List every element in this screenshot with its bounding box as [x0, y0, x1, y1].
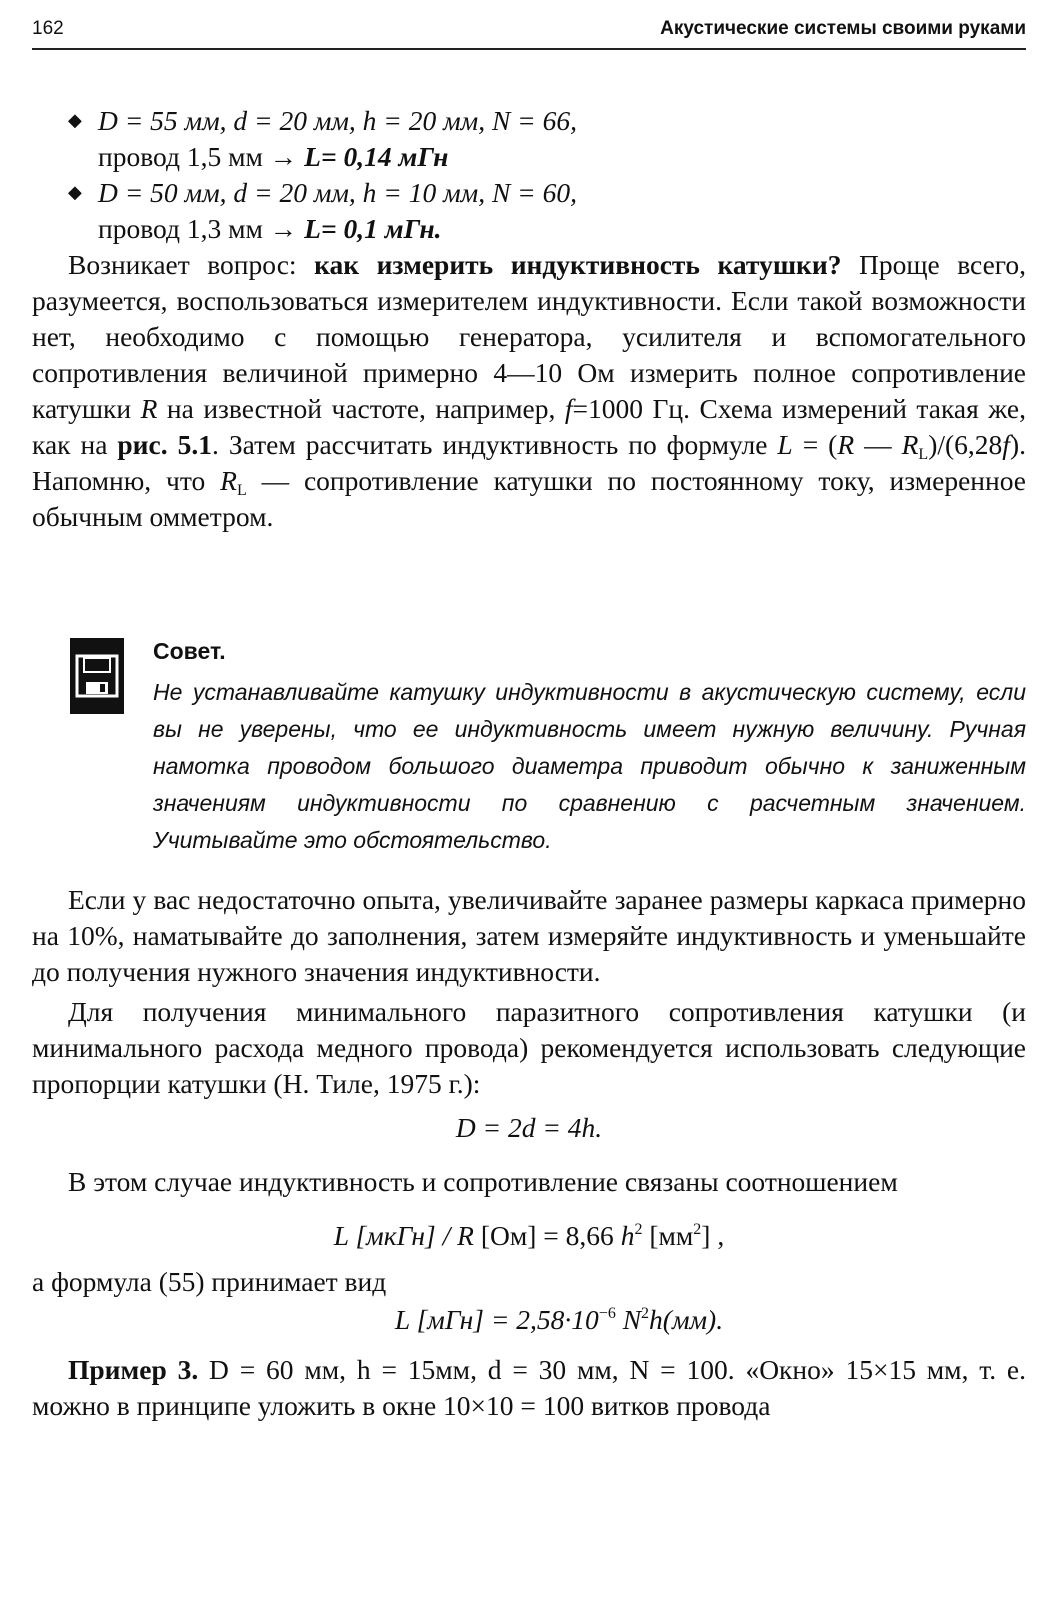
- formula-inductance-resistance: L [мкГн] / R [Ом] = 8,66 $h^2$ $[мм^2]$ ,: [333, 1220, 725, 1251]
- tip-title: Совет.: [153, 638, 226, 664]
- main-text-bottom: [32, 882, 1026, 1424]
- bullet-line2: провод 1,5 мм → L= 0,14 мГн: [98, 141, 449, 172]
- bullet-line2: провод 1,3 мм → L= 0,1 мГн.: [98, 213, 442, 244]
- bullet-line1: D = 55 мм, d = 20 мм, h = 20 мм, N = 66,: [98, 105, 577, 136]
- page-header: [32, 14, 1026, 50]
- paragraph-formula-intro: а формула (55) принимает вид: [32, 1266, 387, 1297]
- paragraph-experience: Если у вас недостаточно опыта, увеличивайте заранее размеры каркаса примерно на 10%, наматывайте до заполнения, затем измеряйте индуктивность и уменьшайте до получения нужного значения индуктивности.: [32, 884, 1026, 987]
- bullet-result: L= 0,1 мГн.: [304, 213, 442, 244]
- example-label: Пример 3.: [68, 1354, 199, 1385]
- paragraph-relation: В этом случае индуктивность и сопротивление связаны соотношением: [68, 1166, 898, 1197]
- figure-ref: рис. 5.1: [117, 429, 212, 460]
- paragraph-measurement: Возникает вопрос: как измерить индуктивность катушки? Проще всего, разумеется, воспользоваться измерителем индуктивности. Если такой возможности нет, необходимо с помощью генератора, усилителя и вспомогательного сопротивления величиной примерно 4—10 Ом измерить полное сопротивление катушки R на известной частоте, например, f=1000 Гц. Схема измерений такая же, как на рис. 5.1. Затем рассчитать индуктивность по формуле L = (R — $R_L)/(6,28f)$. Напомню, что $R_L$ — сопротивление катушки по постоянному току, измеренное обычным омметром.: [32, 249, 1027, 532]
- paragraph-example: Пример 3. D = 60 мм, h = 15мм, d = 30 мм, N = 100. «Окно» 15×15 мм, т. е. можно в принципе уложить в окне 10×10 = 100 витков провода: [32, 1354, 1027, 1421]
- bullet-item: [32, 103, 1026, 175]
- main-text-top: [32, 103, 1026, 535]
- bullet-item: [32, 175, 1026, 247]
- floppy-disk-icon: [70, 638, 124, 714]
- bullet-dot-icon: ◆: [68, 110, 82, 130]
- formula-inductance: L $[мГн] = 2,58\cdot 10^{-6}$ $N^2h(мм)$.: [394, 1304, 724, 1335]
- tip-text: Не устанавливайте катушку индуктивности в акустическую систему, если вы не уверены, что ее индуктивность имеет нужную величину. Ручная намотка проводом большого диаметра приводит обычно к заниженным значениям индуктивности по сравнению с расчетным значением. Учитывайте это обстоятельство.: [153, 679, 1026, 853]
- tip-box: [32, 634, 1026, 856]
- bullet-result: L= 0,14 мГн: [304, 141, 449, 172]
- bullet-line1: D = 50 мм, d = 20 мм, h = 10 мм, N = 60,: [98, 177, 577, 208]
- bullet-dot-icon: ◆: [68, 182, 82, 202]
- page-number: 162: [32, 18, 64, 39]
- paragraph-proportions: Для получения минимального паразитного сопротивления катушки (и минимального расхода медного провода) рекомендуется использовать следующие пропорции катушки (Н. Тиле, 1975 г.):: [32, 996, 1026, 1099]
- formula-proportions: D = 2d = 4h.: [455, 1112, 603, 1143]
- running-title: Акустические системы своими руками: [660, 18, 1026, 39]
